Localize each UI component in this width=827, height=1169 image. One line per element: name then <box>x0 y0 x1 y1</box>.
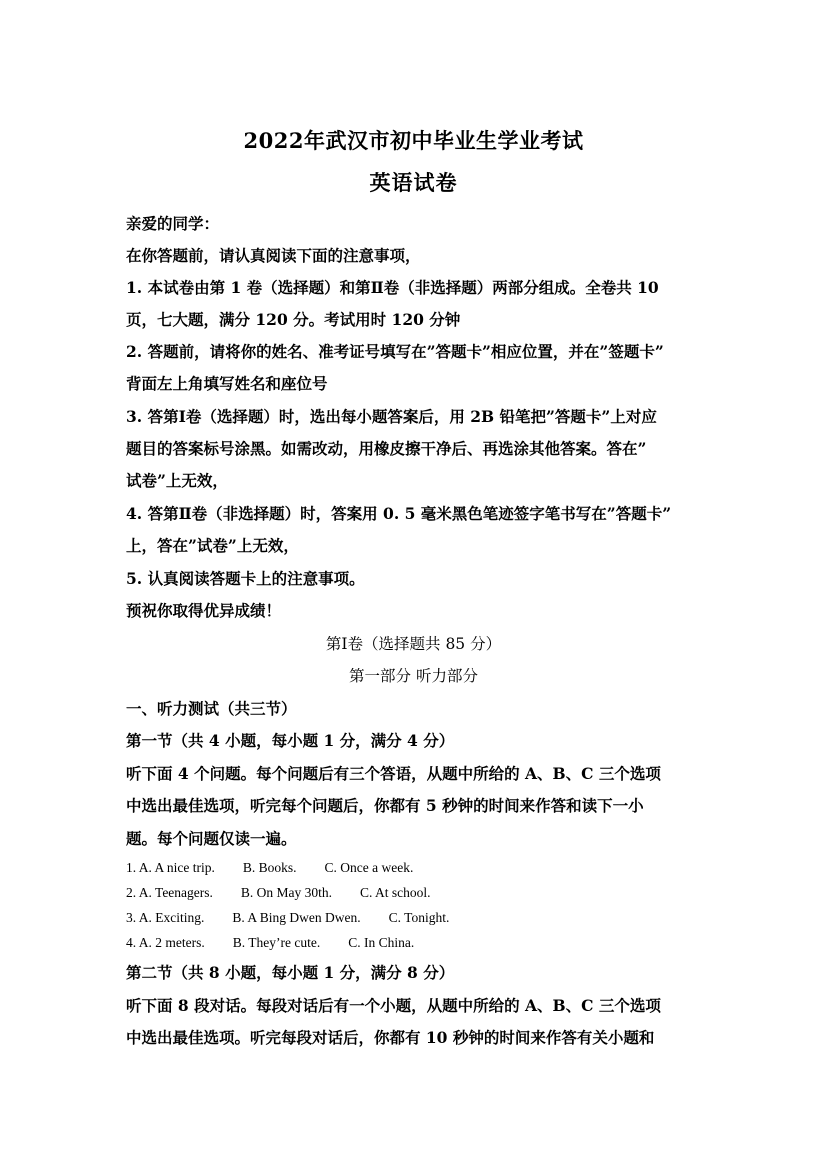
notice-item-1-line-1: 1. 本试卷由第 1 卷（选择题）和第Ⅱ卷（非选择题）两部分组成。全卷共 10 <box>126 278 659 297</box>
option-b: B. They’re cute. <box>232 935 321 950</box>
question-row <box>126 907 449 929</box>
notice-item-3-line-3: 试卷”上无效， <box>126 471 228 490</box>
notice-item-1-line-2: 页，七大题，满分 120 分。考试用时 120 分钟 <box>126 310 461 329</box>
option-b: B. A Bing Dwen Dwen. <box>232 910 361 925</box>
notice-item-2-line-2: 背面左上角填写姓名和座位号 <box>126 374 328 393</box>
option-c: C. In China. <box>348 935 415 950</box>
section-1-title: 第一节（共 4 小题，每小题 1 分，满分 4 分） <box>126 731 455 750</box>
notice-wish: 预祝你取得优异成绩！ <box>126 601 282 620</box>
volume-heading: 第Ⅰ卷（选择题共 85 分） <box>325 635 502 653</box>
notice-item-5: 5. 认真阅读答题卡上的注意事项。 <box>126 569 365 588</box>
exam-subtitle: 英语试卷 <box>369 170 458 195</box>
notice-item-3-line-1: 3. 答第Ⅰ卷（选择题）时，选出每小题答案后，用 2B 铅笔把”答题卡”上对应 <box>126 407 657 426</box>
notice-greeting: 亲爱的同学： <box>126 214 220 233</box>
section-1-instruction-line-3: 题。每个问题仅读一遍。 <box>126 829 297 848</box>
option-b: B. Books. <box>242 860 297 875</box>
option-a: 1. A. A nice trip. <box>126 860 215 875</box>
part-heading: 第一部分 听力部分 <box>349 667 478 685</box>
notice-item-2-line-1: 2. 答题前，请将你的姓名、准考证号填写在”答题卡”相应位置，并在”签题卡” <box>126 342 664 361</box>
notice-item-4-line-2: 上，答在”试卷”上无效， <box>126 536 299 555</box>
notice-item-4-line-1: 4. 答第Ⅱ卷（非选择题）时，答案用 0. 5 毫米黑色笔迹签字笔书写在”答题卡” <box>126 504 672 523</box>
question-row <box>126 882 431 904</box>
option-a: 3. A. Exciting. <box>126 910 205 925</box>
section-1-instruction-line-2: 中选出最佳选项，听完每个问题后，你都有 5 秒钟的时间来作答和读下一小 <box>126 796 644 815</box>
section-2-title: 第二节（共 8 小题，每小题 1 分，满分 8 分） <box>126 963 455 982</box>
notice-intro: 在你答题前，请认真阅读下面的注意事项， <box>126 246 421 265</box>
section-2-instruction-line-2: 中选出最佳选项。听完每段对话后，你都有 10 秒钟的时间来作答有关小题和 <box>126 1028 655 1047</box>
exam-title: 2022年武汉市初中毕业生学业考试 <box>243 128 584 153</box>
option-c: C. Tonight. <box>388 910 450 925</box>
option-c: C. Once a week. <box>324 860 414 875</box>
question-row <box>126 857 413 879</box>
notice-item-3-line-2: 题目的答案标号涂黑。如需改动，用橡皮擦干净后、再选涂其他答案。答在” <box>126 439 647 458</box>
option-b: B. On May 30th. <box>240 885 333 900</box>
listening-section-title: 一、听力测试（共三节） <box>126 699 297 718</box>
question-row <box>126 932 414 954</box>
section-1-instruction-line-1: 听下面 4 个问题。每个问题后有三个答语，从题中所给的 A、B、C 三个选项 <box>126 764 661 783</box>
section-2-instruction-line-1: 听下面 8 段对话。每段对话后有一个小题，从题中所给的 A、B、C 三个选项 <box>126 996 661 1015</box>
option-c: C. At school. <box>360 885 431 900</box>
option-a: 2. A. Teenagers. <box>126 885 213 900</box>
option-a: 4. A. 2 meters. <box>126 935 205 950</box>
